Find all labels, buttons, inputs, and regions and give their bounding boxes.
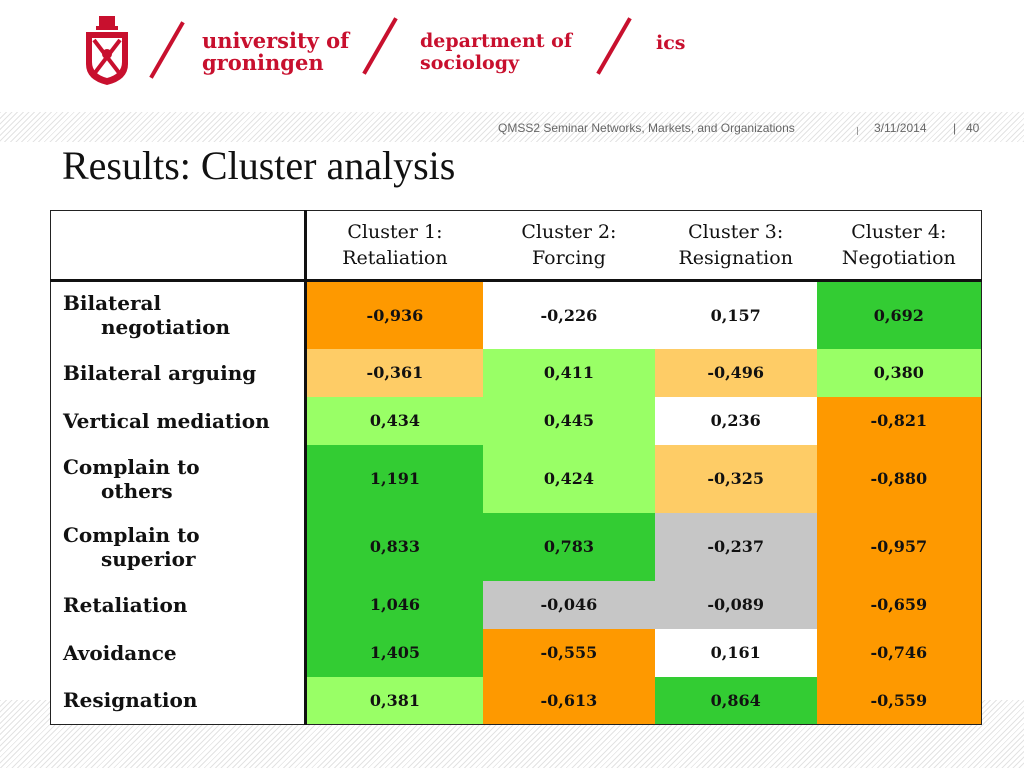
row-label: Vertical mediation: [51, 397, 306, 445]
value-cell: 0,161: [655, 629, 817, 677]
divider-slash: [149, 21, 184, 78]
value-cell: -0,496: [655, 349, 817, 397]
slide-header: [0, 0, 1024, 112]
row-label: Bilateral negotiation: [51, 281, 306, 349]
table-row: [51, 677, 982, 725]
divider-slash: [362, 17, 397, 74]
value-cell: -0,936: [305, 281, 483, 349]
department-name: department of sociology: [420, 30, 572, 74]
value-cell: 1,191: [305, 445, 483, 513]
value-cell: 1,046: [305, 581, 483, 629]
table-row: [51, 281, 982, 349]
table-row: [51, 513, 982, 581]
value-cell: -0,957: [817, 513, 982, 581]
value-cell: -0,237: [655, 513, 817, 581]
value-cell: -0,555: [483, 629, 655, 677]
value-cell: -0,046: [483, 581, 655, 629]
value-cell: -0,559: [817, 677, 982, 725]
cluster-table: [50, 210, 982, 725]
value-cell: 0,380: [817, 349, 982, 397]
value-cell: -0,821: [817, 397, 982, 445]
value-cell: 0,864: [655, 677, 817, 725]
column-header: Cluster 2: Forcing: [483, 211, 655, 281]
university-crest-icon: [82, 14, 132, 86]
row-label: Avoidance: [51, 629, 306, 677]
value-cell: 0,411: [483, 349, 655, 397]
ics-label: ics: [656, 32, 686, 54]
slide-date: 3/11/2014: [874, 121, 927, 135]
value-cell: -0,361: [305, 349, 483, 397]
value-cell: 0,783: [483, 513, 655, 581]
value-cell: -0,880: [817, 445, 982, 513]
value-cell: -0,659: [817, 581, 982, 629]
value-cell: -0,089: [655, 581, 817, 629]
value-cell: -0,746: [817, 629, 982, 677]
table-row: [51, 629, 982, 677]
value-cell: 0,833: [305, 513, 483, 581]
meta-separator: |: [953, 121, 957, 135]
value-cell: -0,226: [483, 281, 655, 349]
row-label: Complain to others: [51, 445, 306, 513]
value-cell: 1,405: [305, 629, 483, 677]
value-cell: 0,236: [655, 397, 817, 445]
value-cell: 0,424: [483, 445, 655, 513]
meta-divider: [857, 127, 858, 135]
table-row: [51, 445, 982, 513]
row-label: Bilateral arguing: [51, 349, 306, 397]
slide-title: Results: Cluster analysis: [62, 143, 456, 188]
value-cell: 0,381: [305, 677, 483, 725]
column-header: Cluster 3: Resignation: [655, 211, 817, 281]
divider-slash: [596, 17, 631, 74]
value-cell: 0,692: [817, 281, 982, 349]
course-name: QMSS2 Seminar Networks, Markets, and Organizations: [498, 121, 795, 135]
university-name: university of groningen: [202, 28, 350, 75]
value-cell: 0,445: [483, 397, 655, 445]
table-row: [51, 581, 982, 629]
row-label: Retaliation: [51, 581, 306, 629]
page-number: 40: [966, 121, 980, 135]
table-row: [51, 397, 982, 445]
table-row: [51, 349, 982, 397]
row-label: Complain to superior: [51, 513, 306, 581]
value-cell: -0,325: [655, 445, 817, 513]
value-cell: 0,434: [305, 397, 483, 445]
value-cell: -0,613: [483, 677, 655, 725]
header-row: [51, 211, 982, 281]
corner-cell: [51, 211, 306, 281]
row-label: Resignation: [51, 677, 306, 725]
value-cell: 0,157: [655, 281, 817, 349]
column-header: Cluster 4: Negotiation: [817, 211, 982, 281]
column-header: Cluster 1: Retaliation: [305, 211, 483, 281]
